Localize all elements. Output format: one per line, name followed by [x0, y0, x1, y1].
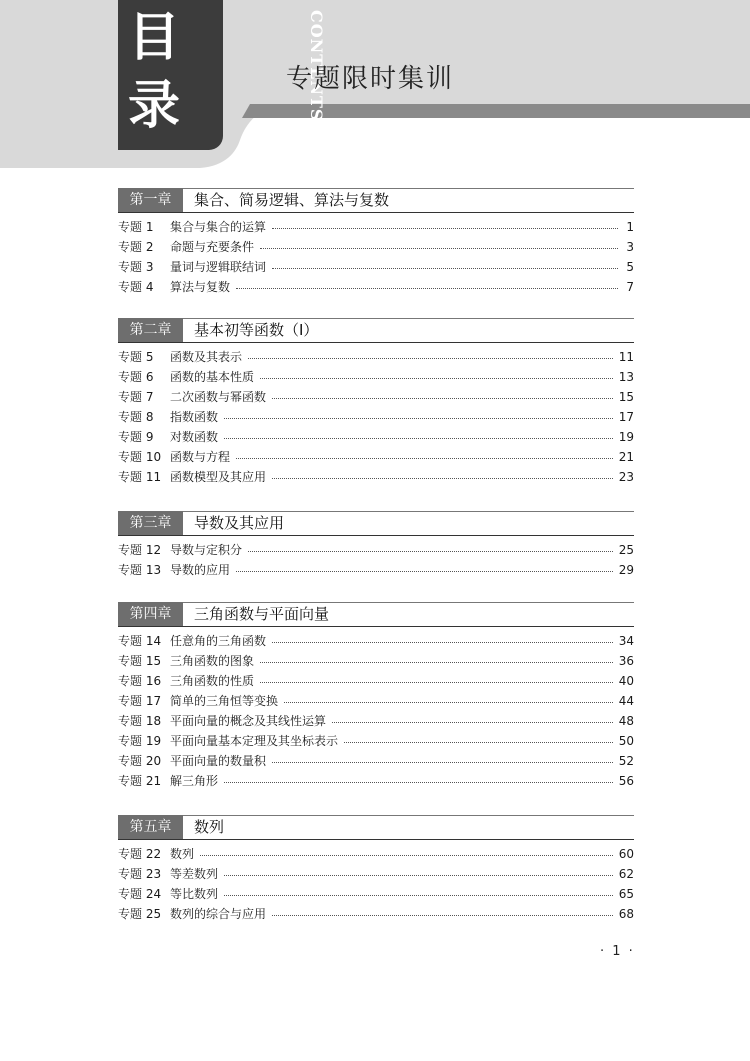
- lu-character: 录: [128, 76, 181, 136]
- dot-leader: [224, 438, 613, 439]
- topic-page: 13: [618, 370, 634, 384]
- chapter-title: 三角函数与平面向量: [194, 605, 330, 623]
- topic-number: 专题 11: [118, 470, 162, 484]
- topic-title: 解三角形: [170, 774, 219, 788]
- dot-leader: [236, 458, 613, 459]
- toc-entry[interactable]: [118, 864, 634, 884]
- topic-title: 算法与复数: [170, 280, 231, 294]
- chapter-1: [118, 188, 634, 297]
- toc-entry[interactable]: [118, 671, 634, 691]
- dot-leader: [272, 228, 618, 229]
- topic-page: 3: [626, 240, 634, 254]
- chapter-title: 数列: [194, 818, 225, 836]
- topic-title: 平面向量的概念及其线性运算: [170, 714, 327, 728]
- topic-page: 1: [626, 220, 634, 234]
- topic-number: 专题 8: [118, 410, 154, 424]
- dot-leader: [248, 551, 613, 552]
- topic-title: 任意角的三角函数: [170, 634, 267, 648]
- topic-number: 专题 23: [118, 867, 162, 881]
- topic-title: 命题与充要条件: [170, 240, 255, 254]
- chapter-label: 第一章: [118, 188, 183, 212]
- topic-page: 34: [618, 634, 634, 648]
- toc-entry[interactable]: [118, 387, 634, 407]
- toc-entry[interactable]: [118, 407, 634, 427]
- topic-title: 平面向量的数量积: [170, 754, 267, 768]
- toc-entry[interactable]: [118, 447, 634, 467]
- topic-number: 专题 22: [118, 847, 162, 861]
- topic-title: 函数与方程: [170, 450, 231, 464]
- dot-leader: [272, 478, 613, 479]
- topic-number: 专题 19: [118, 734, 162, 748]
- topic-title: 平面向量基本定理及其坐标表示: [170, 734, 339, 748]
- chapter-title: 集合、简易逻辑、算法与复数: [194, 191, 390, 209]
- dot-leader: [236, 571, 613, 572]
- topic-title: 三角函数的图象: [170, 654, 255, 668]
- topic-page: 65: [618, 887, 634, 901]
- topic-number: 专题 18: [118, 714, 162, 728]
- topic-number: 专题 25: [118, 907, 162, 921]
- topic-title: 量词与逻辑联结词: [170, 260, 267, 274]
- dot-leader: [260, 662, 613, 663]
- toc-entry[interactable]: [118, 257, 634, 277]
- chapter-4: [118, 602, 634, 791]
- topic-page: 19: [618, 430, 634, 444]
- topic-number: 专题 17: [118, 694, 162, 708]
- dot-leader: [224, 782, 613, 783]
- header-band: [0, 0, 750, 170]
- topic-page: 36: [618, 654, 634, 668]
- dot-leader: [224, 418, 613, 419]
- topic-page: 52: [618, 754, 634, 768]
- topic-number: 专题 15: [118, 654, 162, 668]
- toc-entry[interactable]: [118, 217, 634, 237]
- topic-page: 60: [618, 847, 634, 861]
- dot-leader: [224, 895, 613, 896]
- topic-title: 等差数列: [170, 867, 219, 881]
- topic-list: [118, 844, 634, 924]
- series-title: 专题限时集训: [286, 64, 455, 94]
- dot-leader: [284, 702, 613, 703]
- toc-entry[interactable]: [118, 367, 634, 387]
- topic-page: 21: [618, 450, 634, 464]
- topic-page: 15: [618, 390, 634, 404]
- toc-entry[interactable]: [118, 467, 634, 487]
- toc-entry[interactable]: [118, 540, 634, 560]
- topic-number: 专题 7: [118, 390, 154, 404]
- chapter-title: 基本初等函数（Ⅰ）: [194, 321, 319, 339]
- topic-page: 62: [618, 867, 634, 881]
- topic-title: 二次函数与幂函数: [170, 390, 267, 404]
- dot-leader: [260, 378, 613, 379]
- topic-page: 44: [618, 694, 634, 708]
- topic-number: 专题 21: [118, 774, 162, 788]
- toc-entry[interactable]: [118, 277, 634, 297]
- topic-number: 专题 16: [118, 674, 162, 688]
- chapter-label: 第三章: [118, 511, 183, 535]
- topic-title: 三角函数的性质: [170, 674, 255, 688]
- dot-leader: [248, 358, 613, 359]
- topic-title: 函数的基本性质: [170, 370, 255, 384]
- topic-page: 11: [618, 350, 634, 364]
- chapter-header: [118, 602, 634, 627]
- topic-page: 25: [618, 543, 634, 557]
- topic-number: 专题 20: [118, 754, 162, 768]
- dot-leader: [272, 915, 613, 916]
- topic-title: 函数及其表示: [170, 350, 243, 364]
- topic-number: 专题 6: [118, 370, 154, 384]
- dot-leader: [272, 642, 613, 643]
- dot-leader: [344, 742, 613, 743]
- topic-number: 专题 1: [118, 220, 154, 234]
- topic-title: 导数与定积分: [170, 543, 243, 557]
- dot-leader: [272, 762, 613, 763]
- topic-title: 数列的综合与应用: [170, 907, 267, 921]
- chapter-header: [118, 511, 634, 536]
- topic-title: 对数函数: [170, 430, 219, 444]
- chapter-header: [118, 815, 634, 840]
- topic-page: 40: [618, 674, 634, 688]
- dot-leader: [332, 722, 613, 723]
- mu-character: 目: [128, 8, 181, 68]
- topic-page: 23: [618, 470, 634, 484]
- dot-leader: [236, 288, 618, 289]
- contents-tab: [118, 0, 326, 150]
- chapter-header: [118, 188, 634, 213]
- dot-leader: [200, 855, 613, 856]
- topic-number: 专题 14: [118, 634, 162, 648]
- toc-entry[interactable]: [118, 631, 634, 651]
- toc-entry[interactable]: [118, 844, 634, 864]
- topic-number: 专题 2: [118, 240, 154, 254]
- topic-number: 专题 13: [118, 563, 162, 577]
- topic-number: 专题 24: [118, 887, 162, 901]
- toc-entry[interactable]: [118, 427, 634, 447]
- topic-number: 专题 3: [118, 260, 154, 274]
- topic-page: 48: [618, 714, 634, 728]
- topic-number: 专题 10: [118, 450, 162, 464]
- topic-list: [118, 540, 634, 580]
- topic-page: 68: [618, 907, 634, 921]
- toc-entry[interactable]: [118, 771, 634, 791]
- topic-title: 简单的三角恒等变换: [170, 694, 279, 708]
- toc-entry[interactable]: [118, 731, 634, 751]
- topic-list: [118, 217, 634, 297]
- chapter-3: [118, 511, 634, 580]
- topic-title: 集合与集合的运算: [170, 220, 267, 234]
- chapter-title: 导数及其应用: [194, 514, 285, 532]
- chapter-label: 第五章: [118, 815, 183, 839]
- topic-title: 指数函数: [170, 410, 219, 424]
- contents-word: CONTENTS: [307, 10, 326, 122]
- dot-leader: [260, 682, 613, 683]
- topic-page: 56: [618, 774, 634, 788]
- chapter-label: 第四章: [118, 602, 183, 626]
- toc-entry[interactable]: [118, 904, 634, 924]
- topic-page: 50: [618, 734, 634, 748]
- toc-entry[interactable]: [118, 751, 634, 771]
- topic-number: 专题 9: [118, 430, 154, 444]
- topic-number: 专题 5: [118, 350, 154, 364]
- topic-page: 17: [618, 410, 634, 424]
- topic-number: 专题 12: [118, 543, 162, 557]
- dot-leader: [260, 248, 618, 249]
- toc-entry[interactable]: [118, 711, 634, 731]
- page-number: · 1 ·: [600, 944, 635, 959]
- topic-page: 7: [626, 280, 634, 294]
- toc-entry[interactable]: [118, 237, 634, 257]
- dot-leader: [272, 268, 618, 269]
- chapter-label: 第二章: [118, 318, 183, 342]
- chapter-5: [118, 815, 634, 924]
- chapter-2: [118, 318, 634, 487]
- topic-list: [118, 631, 634, 791]
- topic-page: 5: [626, 260, 634, 274]
- topic-title: 数列: [170, 847, 195, 861]
- topic-title: 函数模型及其应用: [170, 470, 267, 484]
- dot-leader: [272, 398, 613, 399]
- toc-entry[interactable]: [118, 691, 634, 711]
- topic-title: 等比数列: [170, 887, 219, 901]
- topic-number: 专题 4: [118, 280, 154, 294]
- topic-title: 导数的应用: [170, 563, 231, 577]
- toc-entry[interactable]: [118, 347, 634, 367]
- topic-page: 29: [618, 563, 634, 577]
- toc-entry[interactable]: [118, 651, 634, 671]
- chapter-header: [118, 318, 634, 343]
- topic-list: [118, 347, 634, 487]
- toc-entry[interactable]: [118, 884, 634, 904]
- dot-leader: [224, 875, 613, 876]
- toc-entry[interactable]: [118, 560, 634, 580]
